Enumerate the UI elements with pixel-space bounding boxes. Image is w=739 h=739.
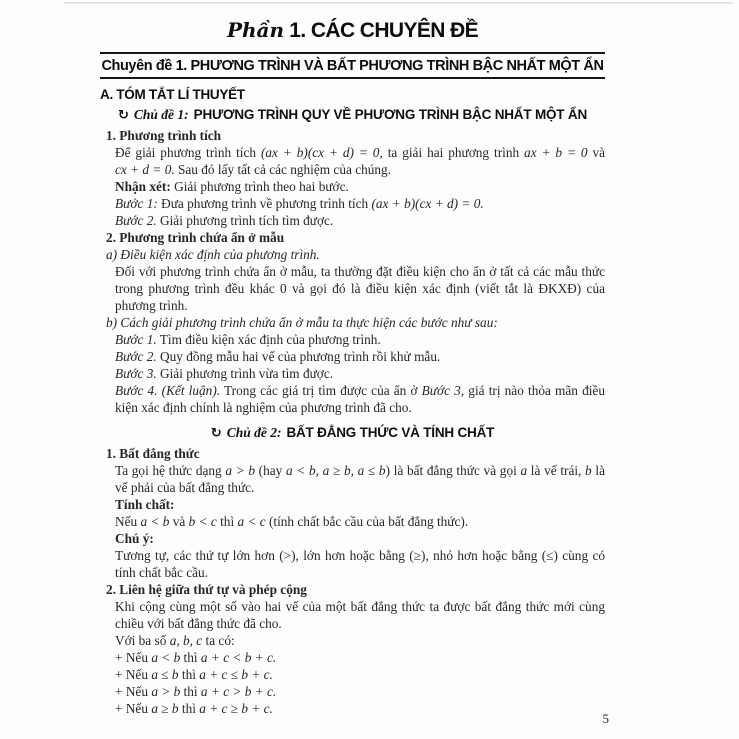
circular-arrow-icon: ↻ (210, 426, 222, 441)
text-segment: b) Cách giải phương trình chứa ẩn ở mẫu ta thực hiện các bước như sau: (106, 315, 498, 330)
text-segment: a + c ≥ b + c. (199, 701, 273, 716)
text-segment: (ax + b)(cx + d) = 0, (260, 145, 383, 160)
text-segment: Với ba số (115, 633, 170, 648)
text-segment: và (169, 514, 189, 529)
text-segment: Nếu (115, 514, 141, 529)
text-line (100, 547, 605, 564)
text-segment: a (520, 463, 528, 478)
part-title-script-word: Phần (226, 18, 285, 42)
text-segment: ax + b = 0 (524, 145, 588, 160)
text-segment: + Nếu (115, 650, 152, 665)
text-segment: a, b, c (169, 633, 203, 648)
text-segment: và (587, 145, 606, 160)
text-line (100, 331, 605, 348)
text-line (100, 365, 605, 382)
text-segment: ta giải hai phương trình (382, 145, 525, 160)
text-segment: Giải phương trình vừa tìm được. (156, 366, 334, 381)
text-segment: Đối với phương trình chứa ẩn ở mẫu, ta thường đặt điều kiện cho ẩn ở tất cả các mẫu thức (115, 264, 605, 279)
text-segment: Khi cộng cùng một số vào hai vế của một bất đẳng thức ta được bất đẳng thức mới cùng (115, 599, 605, 614)
text-line (100, 161, 605, 178)
text-line (100, 127, 605, 144)
text-line (100, 246, 605, 263)
text-segment: thì (216, 514, 238, 529)
text-segment: a < b, a ≥ b, a ≤ b (286, 463, 386, 478)
text-line (100, 212, 605, 229)
text-segment: thì (178, 701, 200, 716)
text-segment: cx + d = 0. (115, 162, 175, 177)
text-segment: 1. Phương trình tích (106, 128, 222, 143)
text-segment: Bước 1. (115, 332, 157, 347)
text-segment: ta có: (202, 633, 235, 648)
text-segment: Giải phương trình theo hai bước. (170, 179, 349, 194)
text-segment: Bước 3 (421, 383, 461, 398)
text-segment: phương trình. (115, 298, 188, 313)
text-line (100, 178, 605, 195)
text-segment: chiều với bất đẳng thức đã cho. (115, 616, 282, 631)
text-line (100, 297, 605, 314)
text-line (100, 666, 605, 683)
page-content (100, 13, 605, 717)
text-segment: a < b (151, 650, 181, 665)
text-segment: vế phải của bất đẳng thức. (115, 480, 255, 495)
text-line (100, 513, 605, 530)
topic-title: PHƯƠNG TRÌNH QUY VỀ PHƯƠNG TRÌNH BẬC NHẤT MỘT ẨN (193, 107, 587, 122)
text-segment: Trong các giá trị tìm được của ẩn ở (220, 383, 422, 398)
text-segment: tính chất bắc cầu. (115, 565, 209, 580)
text-segment: + Nếu (115, 667, 152, 682)
text-segment: a < b (140, 514, 170, 529)
text-segment: trong phương trình đều khác 0 và gọi đó là điều kiện xác định (viết tắt là ĐKXĐ) của (115, 281, 605, 296)
text-line (100, 530, 605, 547)
text-segment: Chú ý: (115, 531, 154, 546)
text-segment: Tương tự, các thứ tự lớn hơn (>), lớn hơn hoặc bằng (≥), nhỏ hơn hoặc bằng (≤) cùng có (115, 548, 605, 563)
topic-heading (100, 423, 605, 444)
text-line (100, 564, 605, 581)
text-segment: Để giải phương trình tích (115, 145, 261, 160)
text-line (100, 195, 605, 212)
text-line (100, 700, 605, 717)
text-segment: Bước 3. (115, 366, 157, 381)
text-line (100, 399, 605, 416)
text-segment: là (591, 463, 605, 478)
text-segment: a ≤ b (151, 667, 179, 682)
chapter-banner: Chuyên đề 1. PHƯƠNG TRÌNH VÀ BẤT PHƯƠNG TRÌNH BẬC NHẤT MỘT ẨN (100, 52, 605, 79)
text-segment: a) Điều kiện xác định của phương trình. (106, 247, 320, 262)
page-number: 5 (602, 711, 609, 726)
text-segment: a > b (225, 463, 255, 478)
topic-label: Chủ đề 1: (133, 107, 189, 122)
text-line (100, 382, 605, 399)
text-segment: 2. Phương trình chứa ẩn ở mẫu (106, 230, 285, 245)
text-segment: + Nếu (115, 701, 152, 716)
text-segment: (ax + b)(cx + d) = 0. (371, 196, 484, 211)
text-line (100, 598, 605, 615)
text-line (100, 144, 605, 161)
text-segment: Sau đó lấy tất cả các nghiệm của chúng. (174, 162, 392, 177)
text-segment: b (585, 463, 592, 478)
text-segment: + Nếu (115, 684, 152, 699)
text-line (100, 280, 605, 297)
text-line (100, 683, 605, 700)
text-segment: Tìm điều kiện xác định của phương trình. (156, 332, 381, 347)
text-line (100, 348, 605, 365)
text-segment: là vế trái, (527, 463, 586, 478)
body-blocks (100, 105, 605, 717)
text-line (100, 649, 605, 666)
text-segment: Bước 2. (115, 213, 157, 228)
text-segment: Bước 1: (115, 196, 158, 211)
text-line (100, 314, 605, 331)
circular-arrow-icon: ↻ (117, 108, 129, 123)
text-segment: 2. Liên hệ giữa thứ tự và phép cộng (106, 582, 307, 597)
text-segment: Nhận xét: (115, 179, 171, 194)
text-segment: , giá trị nào thỏa mãn điều (460, 383, 605, 398)
text-line (100, 462, 605, 479)
topic-label: Chủ đề 2: (226, 425, 282, 440)
text-segment: thì (180, 684, 201, 699)
text-segment: thì (180, 650, 201, 665)
text-line (100, 632, 605, 649)
text-segment: Ta gọi hệ thức dạng (115, 463, 226, 478)
text-line (100, 496, 605, 513)
text-segment: Đưa phương trình về phương trình tích (157, 196, 372, 211)
text-segment: a + c < b + c. (200, 650, 277, 665)
text-line (100, 263, 605, 280)
text-segment: Giải phương trình tích tìm được. (156, 213, 334, 228)
text-line (100, 615, 605, 632)
topic-heading (100, 105, 605, 126)
text-line (100, 445, 605, 462)
text-segment: (tính chất bắc cầu của bất đẳng thức). (265, 514, 469, 529)
text-segment: b < c (188, 514, 217, 529)
text-segment: Bước 2. (115, 349, 157, 364)
text-segment: kiện xác định chính là nghiệm của phương trình đã cho. (115, 400, 412, 415)
text-line (100, 229, 605, 246)
page-top-edge-divider (64, 2, 733, 4)
text-segment: Bước 4. (Kết luận). (115, 383, 221, 398)
text-segment: 1. Bất đẳng thức (106, 446, 200, 461)
text-segment: Tính chất: (115, 497, 175, 512)
text-segment: (hay (255, 463, 286, 478)
text-line (100, 581, 605, 598)
text-segment: a + c ≤ b + c. (199, 667, 273, 682)
part-title-text: 1. CÁC CHUYÊN ĐỀ (284, 19, 479, 42)
text-segment: thì (178, 667, 200, 682)
text-segment: a < c (237, 514, 266, 529)
topic-title: BẤT ĐẲNG THỨC VÀ TÍNH CHẤT (286, 425, 495, 440)
text-segment: a > b (151, 684, 181, 699)
section-heading: A. TÓM TẮT LÍ THUYẾT (100, 87, 245, 102)
text-segment: a ≥ b (151, 701, 179, 716)
text-line (100, 479, 605, 496)
text-segment: Quy đồng mẫu hai vế của phương trình rồi khử mẫu. (156, 349, 441, 364)
text-segment: ) là bất đẳng thức và gọi (385, 463, 521, 478)
part-title (100, 18, 605, 43)
text-segment: a + c > b + c. (200, 684, 277, 699)
